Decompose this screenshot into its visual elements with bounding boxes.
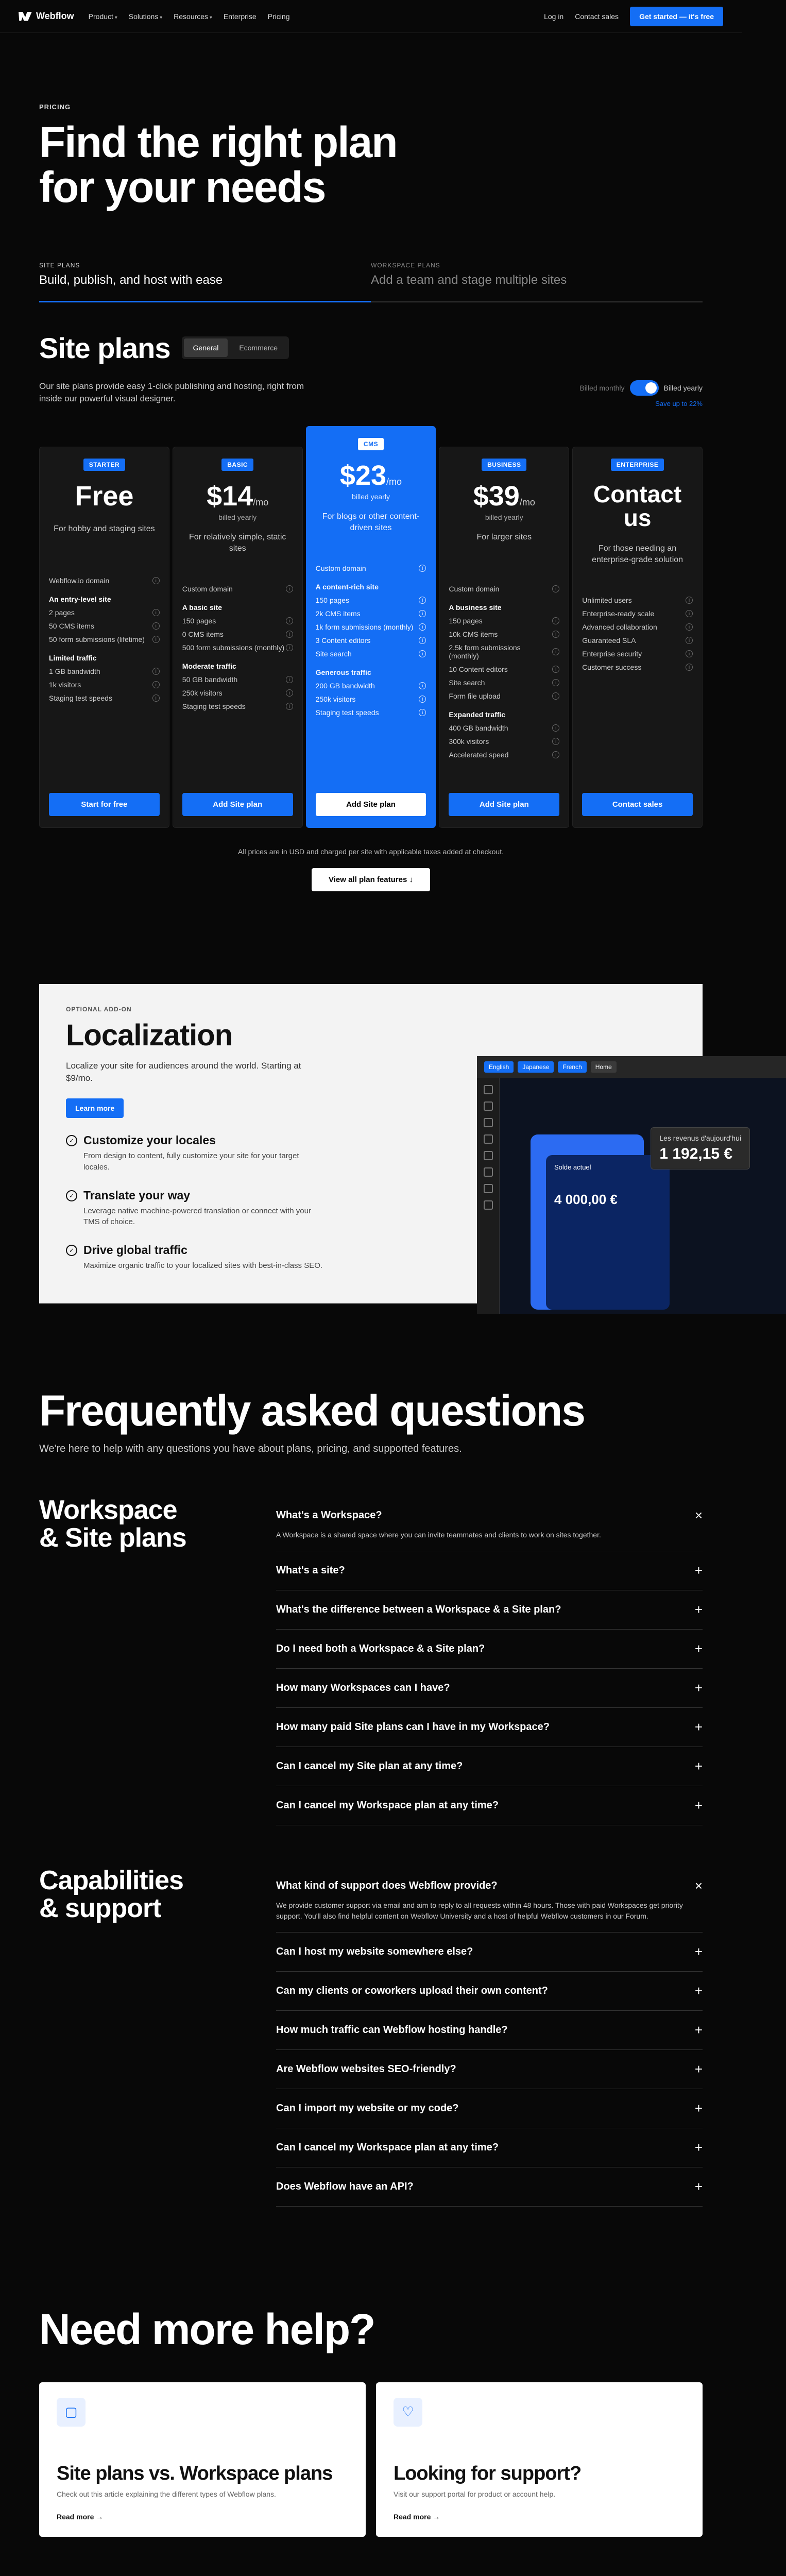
plan-tag: CMS <box>358 438 384 450</box>
feature-item <box>49 678 160 691</box>
feature-item <box>582 634 693 647</box>
plus-icon[interactable]: + <box>694 2178 703 2194</box>
feature-item <box>182 659 293 673</box>
plus-icon[interactable]: + <box>694 1758 703 1774</box>
hero-eyebrow: PRICING <box>39 103 71 111</box>
feature-label: 1k visitors <box>49 680 81 689</box>
faq-question-open[interactable] <box>276 1496 703 1535</box>
check-icon: ✓ <box>66 1245 77 1256</box>
hero <box>39 33 703 302</box>
feature-item <box>316 580 426 594</box>
page-home: Home <box>591 1061 617 1073</box>
faq-question-text: How many paid Site plans can I have in my Workspace? <box>276 1721 550 1733</box>
plus-icon[interactable]: + <box>694 1943 703 1959</box>
info-icon[interactable]: i <box>152 681 160 688</box>
faq-question-text: Can I cancel my Workspace plan at any time? <box>276 2141 499 2153</box>
check-icon: ✓ <box>66 1135 77 1146</box>
view-all-features-button[interactable]: View all plan features ↓ <box>312 868 430 891</box>
info-icon[interactable]: i <box>552 738 559 745</box>
faq-question[interactable] <box>276 2089 703 2128</box>
info-icon[interactable]: i <box>419 650 426 657</box>
feature-list <box>449 582 559 761</box>
read-more-link[interactable]: Read more → <box>57 2512 104 2521</box>
feature-label: 400 GB bandwidth <box>449 723 508 732</box>
localization-addon <box>39 984 741 1303</box>
feature-list <box>582 594 693 674</box>
plan-description: For larger sites <box>476 532 532 541</box>
info-icon[interactable]: i <box>686 650 693 657</box>
info-icon[interactable]: i <box>152 694 160 702</box>
billing-toggle <box>579 380 703 408</box>
feature-item <box>449 708 559 721</box>
addon-description: Localize your site for audiences around the world. Starting at $9/mo. <box>66 1060 301 1083</box>
plan-type-tabs <box>39 262 703 302</box>
faq-question[interactable] <box>276 1630 703 1669</box>
locale-english: English <box>484 1061 514 1073</box>
feature-label: Expanded traffic <box>449 710 506 719</box>
plan-category-toggle <box>182 336 289 359</box>
localization-mockup <box>405 984 741 1303</box>
info-icon[interactable]: i <box>552 648 559 655</box>
info-icon[interactable]: i <box>552 585 559 592</box>
revenue-tooltip: Les revenus d'aujourd'hui 1 192,15 € <box>651 1127 750 1170</box>
close-icon[interactable]: × <box>694 1507 703 1523</box>
feature-item <box>49 619 160 633</box>
feature-label: 150 pages <box>315 596 349 604</box>
info-icon[interactable]: i <box>152 668 160 675</box>
feature-label: A content-rich site <box>315 582 379 591</box>
feature-item <box>449 628 559 641</box>
feature-item <box>316 620 426 634</box>
feature-label: Custom domain <box>449 584 500 593</box>
contact-sales-link[interactable]: Contact sales <box>575 12 619 21</box>
info-icon[interactable]: i <box>152 636 160 643</box>
info-icon[interactable]: i <box>286 676 293 683</box>
plus-icon[interactable]: + <box>694 1562 703 1578</box>
faq-question-text: Do I need both a Workspace & a Site plan? <box>276 1642 485 1654</box>
faq-question-text: How much traffic can Webflow hosting handle? <box>276 2024 508 2036</box>
feature-item <box>49 691 160 705</box>
billing-note: billed yearly <box>218 513 257 521</box>
faq-question[interactable] <box>276 1551 703 1590</box>
feature-item <box>582 620 693 634</box>
info-icon[interactable]: i <box>686 623 693 631</box>
feature-item <box>316 634 426 647</box>
addon-eyebrow: OPTIONAL ADD-ON <box>66 1005 132 1013</box>
feature-label: Limited traffic <box>49 653 97 662</box>
faq-list <box>276 1867 703 2207</box>
feature-item <box>182 601 293 614</box>
info-icon[interactable]: i <box>152 577 160 584</box>
plus-icon[interactable]: + <box>694 1601 703 1617</box>
feature-label: 250k visitors <box>182 688 223 697</box>
plus-icon[interactable]: + <box>694 2139 703 2155</box>
plan-cards <box>39 426 703 828</box>
read-more-link[interactable]: Read more → <box>394 2512 440 2521</box>
info-icon[interactable]: i <box>419 565 426 572</box>
plus-icon[interactable]: + <box>694 1719 703 1735</box>
plan-card-basic <box>173 447 303 828</box>
check-icon: ✓ <box>66 1190 77 1201</box>
feature-item <box>449 721 559 735</box>
feature-label: 0 CMS items <box>182 630 224 638</box>
info-icon[interactable]: i <box>286 644 293 651</box>
faq-group <box>39 1867 703 2207</box>
feature-label: Unlimited users <box>582 596 632 604</box>
billed-monthly-label: Billed monthly <box>579 383 625 392</box>
info-icon[interactable]: i <box>552 666 559 673</box>
plus-icon[interactable]: + <box>694 1680 703 1696</box>
plan-description: For relatively simple, static sites <box>189 532 286 553</box>
feature-item <box>449 641 559 663</box>
learn-more-button[interactable]: Learn more <box>66 1098 124 1118</box>
plan-card-cms <box>306 426 436 828</box>
faq-group-title: Capabilities & support <box>39 1865 183 1923</box>
billing-note: billed yearly <box>485 513 523 521</box>
faq-question-text: Does Webflow have an API? <box>276 2180 414 2192</box>
feature-label: Enterprise-ready scale <box>582 609 655 618</box>
info-icon[interactable]: i <box>419 682 426 689</box>
plan-cta-button[interactable]: Start for free <box>49 793 160 816</box>
feature-label: 3 Content editors <box>315 636 371 645</box>
designer-sidebar <box>477 1078 500 1314</box>
document-icon: ▢ <box>57 2398 86 2427</box>
faq-question-text: Can I host my website somewhere else? <box>276 1945 473 1957</box>
feature-label: 500 form submissions (monthly) <box>182 643 285 652</box>
feature-item <box>316 706 426 719</box>
feature-label: Custom domain <box>182 584 233 593</box>
plan-cta-button[interactable]: Add Site plan <box>316 793 426 816</box>
feature-item <box>182 700 293 713</box>
feature-label: A basic site <box>182 603 223 612</box>
nav-resources[interactable]: Resources ▾ <box>174 12 212 21</box>
webflow-logo-icon <box>19 12 32 21</box>
feature-label: 300k visitors <box>449 737 489 745</box>
info-icon[interactable]: i <box>552 724 559 732</box>
info-icon[interactable]: i <box>686 664 693 671</box>
plan-description: For blogs or other content-driven sites <box>322 512 420 533</box>
feature-label: 2 pages <box>49 608 75 617</box>
faq-question-open[interactable] <box>276 1867 703 1905</box>
faq-question[interactable] <box>276 1747 703 1786</box>
faq-group-title: Workspace & Site plans <box>39 1495 186 1553</box>
info-icon[interactable]: i <box>686 610 693 617</box>
feature-list <box>49 574 160 705</box>
site-plans <box>39 331 703 891</box>
feature-item <box>582 647 693 660</box>
info-icon[interactable]: i <box>686 637 693 644</box>
info-icon[interactable]: i <box>419 623 426 631</box>
feature-label: Site search <box>449 678 485 687</box>
plan-cta-button[interactable]: Contact sales <box>582 793 693 816</box>
plan-card-starter <box>39 447 169 828</box>
plan-price: $39/mo <box>473 480 535 512</box>
feature-item <box>182 582 293 596</box>
plus-icon[interactable]: + <box>694 2022 703 2038</box>
feature-label: An entry-level site <box>49 595 111 603</box>
faq-list <box>276 1496 703 1825</box>
faq-question-text: What's a Workspace? <box>276 1509 382 1521</box>
nav-pricing[interactable]: Pricing <box>267 12 290 21</box>
feature-item <box>316 647 426 660</box>
feature-item <box>449 614 559 628</box>
nav-links <box>89 12 290 21</box>
get-started-button[interactable]: Get started — it's free <box>630 7 723 26</box>
plus-icon[interactable]: + <box>694 1640 703 1656</box>
feature-item <box>182 614 293 628</box>
plan-description: For hobby and staging sites <box>54 524 155 533</box>
feature-item <box>49 606 160 619</box>
addon-item: ✓ Translate your way Leverage native machine-powered translation or connect with your TMS of choice. <box>66 1189 378 1228</box>
feature-item <box>182 641 293 654</box>
faq-answer: We provide customer support via email and aim to reply to all requests within 48 hours. Those with paid Workspaces get priority support. You'll also find helpful content on Webflow University and a host of helpful Webflow customers in our Forum. <box>276 1900 703 1933</box>
faq-question-text: What kind of support does Webflow provide? <box>276 1879 498 1891</box>
faq-question[interactable] <box>276 1590 703 1630</box>
feature-label: Site search <box>315 649 352 658</box>
feature-item <box>316 594 426 607</box>
info-icon[interactable]: i <box>419 597 426 604</box>
plus-icon[interactable]: + <box>694 2061 703 2077</box>
feature-item <box>449 676 559 689</box>
feature-label: 1k form submissions (monthly) <box>315 622 414 631</box>
plan-cta-button[interactable]: Add Site plan <box>182 793 293 816</box>
feature-item <box>49 633 160 646</box>
faq-question[interactable] <box>276 1786 703 1825</box>
feature-label: Moderate traffic <box>182 662 236 670</box>
faq-question-text: Can I import my website or my code? <box>276 2102 459 2114</box>
addon-item: ✓ Customize your locales From design to content, fully customize your site for your target locales. <box>66 1133 378 1173</box>
plan-price: Free <box>75 480 134 512</box>
nav-enterprise[interactable]: Enterprise <box>223 12 257 21</box>
faq-question[interactable] <box>276 2128 703 2167</box>
faq-question-text: What's a site? <box>276 1564 345 1576</box>
feature-label: 250k visitors <box>315 694 356 703</box>
plan-price: $23/mo <box>339 460 402 491</box>
info-icon[interactable]: i <box>419 637 426 644</box>
seg-ecommerce[interactable]: Ecommerce <box>239 344 278 352</box>
feature-label: 150 pages <box>449 616 483 625</box>
plan-tag: BASIC <box>221 459 253 471</box>
faq-question[interactable] <box>276 2167 703 2207</box>
info-icon[interactable]: i <box>286 689 293 697</box>
plus-icon[interactable]: + <box>694 2100 703 2116</box>
feature-item <box>316 666 426 679</box>
feature-item <box>449 735 559 748</box>
addon-item: ✓ Drive global traffic Maximize organic traffic to your localized sites with best-in-class SEO. <box>66 1243 378 1272</box>
top-nav <box>0 0 742 33</box>
page-title: Find the right plan for your needs <box>39 118 397 212</box>
feature-label: A business site <box>449 603 502 612</box>
feature-label: Staging test speeds <box>315 708 379 717</box>
plan-price: Contact us <box>593 480 682 531</box>
faq-question-text: Can my clients or coworkers upload their own content? <box>276 1985 548 1996</box>
feature-label: 50 form submissions (lifetime) <box>49 635 145 643</box>
save-note: Save up to 22% <box>655 399 703 408</box>
feature-list <box>316 562 426 719</box>
info-icon[interactable]: i <box>552 631 559 638</box>
feature-item <box>316 692 426 706</box>
locale-japanese: Japanese <box>518 1061 554 1073</box>
feature-item <box>449 663 559 676</box>
plus-icon[interactable]: + <box>694 1982 703 1998</box>
faq-subtitle: We're here to help with any questions you have about plans, pricing, and supported features. <box>39 1443 462 1454</box>
faq-question[interactable] <box>276 2050 703 2089</box>
price-unit: /mo <box>253 497 269 507</box>
info-icon[interactable]: i <box>686 597 693 604</box>
feature-item <box>182 628 293 641</box>
faq-question[interactable] <box>276 2011 703 2050</box>
feature-label: 200 GB bandwidth <box>315 681 375 690</box>
faq-group <box>39 1496 703 1825</box>
feature-item <box>449 748 559 761</box>
nav-product[interactable]: Product ▾ <box>89 12 117 21</box>
plan-card-business <box>439 447 569 828</box>
seg-general[interactable]: General <box>184 338 228 357</box>
feature-item <box>449 689 559 703</box>
billing-switch[interactable] <box>630 380 659 396</box>
feature-item <box>49 574 160 587</box>
site-plans-description: Our site plans provide easy 1-click publishing and hosting, right from inside our powerful visual designer. <box>39 381 304 404</box>
info-icon[interactable]: i <box>152 622 160 630</box>
feature-item <box>582 607 693 620</box>
nav-solutions[interactable]: Solutions ▾ <box>129 12 162 21</box>
feature-item <box>582 594 693 607</box>
feature-item <box>316 679 426 692</box>
pricing-note: All prices are in USD and charged per site with applicable taxes added at checkout. <box>238 847 504 856</box>
info-icon[interactable]: i <box>286 585 293 592</box>
info-icon[interactable]: i <box>286 631 293 638</box>
site-plans-title: Site plans <box>39 331 170 364</box>
login-link[interactable]: Log in <box>544 12 564 21</box>
info-icon[interactable]: i <box>419 610 426 617</box>
feature-label: Webflow.io domain <box>49 576 110 585</box>
info-icon[interactable]: i <box>552 751 559 758</box>
feature-label: 10 Content editors <box>449 665 508 673</box>
faq-question[interactable] <box>276 1708 703 1747</box>
feature-label: Form file upload <box>449 691 501 700</box>
feature-label: Generous traffic <box>315 668 371 676</box>
feature-item <box>316 607 426 620</box>
feature-label: Enterprise security <box>582 649 642 658</box>
info-icon[interactable]: i <box>419 709 426 716</box>
faq-question-text: What's the difference between a Workspace & a Site plan? <box>276 1603 561 1615</box>
feature-item <box>449 582 559 596</box>
feature-label: Custom domain <box>315 564 366 572</box>
feature-label: Guaranteed SLA <box>582 636 636 645</box>
plan-card-enterprise <box>572 447 703 828</box>
feature-label: 10k CMS items <box>449 630 498 638</box>
faq-question-text: How many Workspaces can I have? <box>276 1682 450 1693</box>
feature-item <box>49 592 160 606</box>
locale-french: French <box>558 1061 586 1073</box>
info-icon[interactable]: i <box>552 692 559 700</box>
help-card-support[interactable]: ♡ Looking for support? Visit our support portal for product or account help. Read more → <box>376 2382 703 2537</box>
faq-question-text: Can I cancel my Site plan at any time? <box>276 1760 463 1772</box>
plus-icon[interactable]: + <box>694 1797 703 1813</box>
feature-item <box>316 562 426 575</box>
plan-description: For those needing an enterprise-grade solution <box>592 544 684 565</box>
feature-label: Customer success <box>582 663 642 671</box>
faq-question[interactable] <box>276 1933 703 1972</box>
feature-label: 50 GB bandwidth <box>182 675 238 684</box>
faq-answer: A Workspace is a shared space where you can invite teammates and clients to work on sites together. <box>276 1530 703 1551</box>
feature-item <box>182 686 293 700</box>
feature-label: Advanced collaboration <box>582 622 657 631</box>
feature-label: 2k CMS items <box>315 609 361 618</box>
feature-label: 150 pages <box>182 616 216 625</box>
plan-cta-button[interactable]: Add Site plan <box>449 793 559 816</box>
info-icon[interactable]: i <box>152 609 160 616</box>
feature-label: Staging test speeds <box>49 693 112 702</box>
feature-item <box>49 665 160 678</box>
info-icon[interactable]: i <box>552 679 559 686</box>
tab-workspace-plans[interactable]: WORKSPACE PLANS Add a team and stage multiple sites <box>371 262 703 302</box>
plan-price: $14/mo <box>207 480 269 512</box>
help-title: Need more help? <box>39 2304 375 2353</box>
faq-question[interactable] <box>276 1669 703 1708</box>
plan-tag: BUSINESS <box>482 459 526 471</box>
tab-site-plans[interactable]: SITE PLANS Build, publish, and host with ease <box>39 262 371 302</box>
addon-title: Localization <box>66 1018 233 1052</box>
help-card-plans[interactable]: ▢ Site plans vs. Workspace plans Check out this article explaining the different types of Webflow plans. Read more → <box>39 2382 366 2537</box>
feature-label: 50 CMS items <box>49 621 94 630</box>
faq-question-text: Are Webflow websites SEO-friendly? <box>276 2063 456 2075</box>
close-icon[interactable]: × <box>694 1877 703 1893</box>
mock-phone-front: Solde actuel 4 000,00 € <box>546 1155 670 1310</box>
faq-question[interactable] <box>276 1972 703 2011</box>
info-icon[interactable]: i <box>286 617 293 624</box>
feature-list <box>182 582 293 713</box>
billing-note: billed yearly <box>352 492 390 501</box>
feature-item <box>182 673 293 686</box>
heart-icon: ♡ <box>394 2398 422 2427</box>
help-section <box>39 2304 703 2537</box>
plan-tag: ENTERPRISE <box>611 459 664 471</box>
plan-tag: STARTER <box>83 459 125 471</box>
feature-label: Accelerated speed <box>449 750 509 759</box>
feature-item <box>49 651 160 665</box>
faq-question-text: Can I cancel my Workspace plan at any time? <box>276 1799 499 1811</box>
faq-title: Frequently asked questions <box>39 1386 585 1435</box>
price-unit: /mo <box>519 497 535 507</box>
info-icon[interactable]: i <box>419 696 426 703</box>
billed-yearly-label: Billed yearly <box>663 383 703 392</box>
feature-label: 1 GB bandwidth <box>49 667 100 675</box>
feature-item <box>449 601 559 614</box>
info-icon[interactable]: i <box>552 617 559 624</box>
info-icon[interactable]: i <box>286 703 293 710</box>
price-unit: /mo <box>386 476 402 487</box>
feature-label: Staging test speeds <box>182 702 246 710</box>
webflow-logo[interactable]: Webflow <box>19 11 74 22</box>
feature-item <box>582 660 693 674</box>
feature-label: 2.5k form submissions (monthly) <box>449 643 521 660</box>
faq-header <box>39 1386 703 1455</box>
